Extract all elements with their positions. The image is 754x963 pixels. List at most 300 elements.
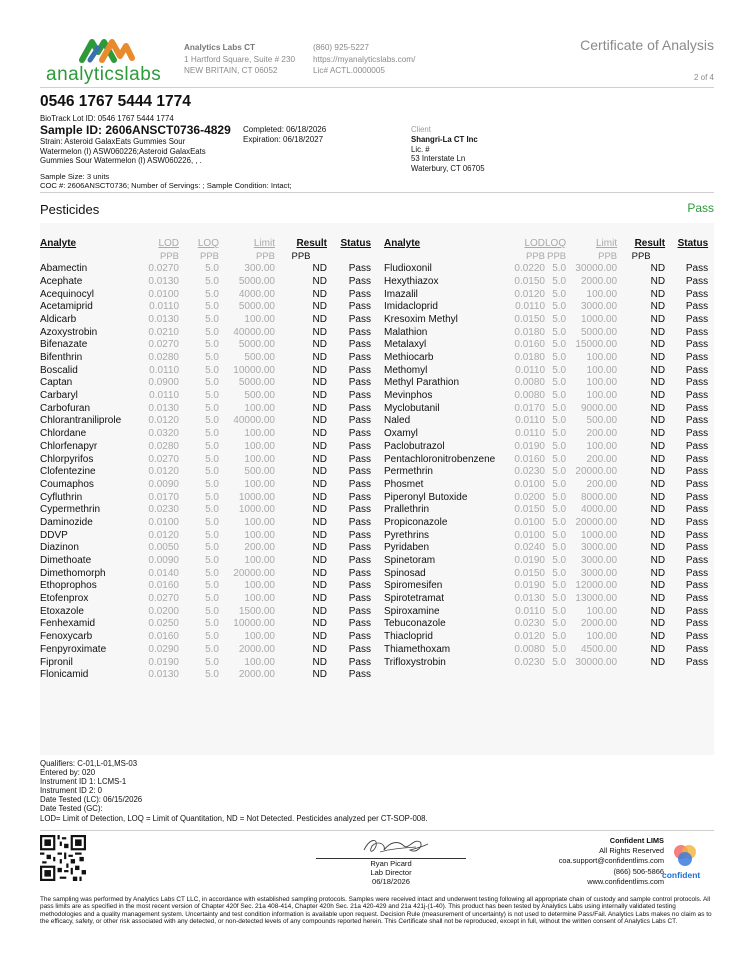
lod-cell: 0.0100: [514, 516, 545, 528]
lod-cell: 0.0170: [148, 491, 179, 503]
analyte-cell: Pyrethrins: [384, 529, 430, 541]
lod-cell: 0.0110: [149, 364, 179, 376]
limit-cell: 30000.00: [575, 656, 618, 668]
table-row: [40, 453, 371, 466]
table-row: [40, 262, 371, 275]
loq-cell: 5.0: [552, 618, 567, 630]
lod-header: LOD: [524, 237, 545, 249]
limit-cell: 5000.00: [238, 339, 275, 351]
limit-cell: 100.00: [244, 580, 275, 592]
client-address2: Waterbury, CT 06705: [411, 164, 485, 174]
limit-cell: 100.00: [244, 593, 275, 605]
analyte-cell: Pentachloronitrobenzene: [384, 453, 496, 465]
limit-cell: 300.00: [244, 263, 275, 275]
result-cell: ND: [312, 428, 327, 440]
limit-cell: 100.00: [244, 656, 275, 668]
result-cell: ND: [650, 580, 666, 592]
analyte-cell: Chlordane: [40, 428, 87, 440]
table-row: [40, 415, 371, 428]
unit-label: PPB: [199, 250, 219, 262]
analyte-cell: Spinosad: [384, 567, 426, 579]
lod-cell: 0.0160: [514, 453, 545, 465]
table-row: [40, 339, 371, 352]
result-cell: ND: [650, 631, 666, 643]
lod-cell: 0.0130: [514, 593, 545, 605]
status-cell: Pass: [685, 377, 709, 389]
result-cell: ND: [650, 415, 666, 427]
analyte-cell: Etofenprox: [40, 593, 89, 605]
loq-cell: 5.0: [552, 263, 567, 275]
lod-cell: 0.0190: [514, 580, 545, 592]
status-cell: Pass: [685, 415, 709, 427]
empty-cell: [327, 250, 371, 263]
analyte-cell: Paclobutrazol: [384, 440, 445, 452]
signer-name: Ryan Picard: [370, 859, 412, 868]
table-row: [40, 630, 371, 643]
analyte-cell: DDVP: [40, 529, 68, 541]
status-cell: Pass: [348, 339, 371, 351]
result-cell: ND: [650, 301, 666, 313]
loq-cell: 5.0: [552, 478, 567, 490]
limit-cell: 2000.00: [238, 669, 275, 681]
limit-cell: 500.00: [244, 352, 275, 364]
lod-cell: 0.0180: [514, 352, 545, 364]
status-cell: Pass: [348, 301, 371, 313]
limit-cell: 20000.00: [233, 567, 275, 579]
empty-cell: [384, 250, 508, 263]
table-row: [384, 389, 708, 402]
status-cell: Pass: [685, 402, 709, 414]
lod-cell: 0.0250: [148, 618, 179, 630]
result-cell: ND: [312, 580, 327, 592]
empty-cell: [665, 250, 708, 263]
loq-cell: 5.0: [205, 453, 219, 465]
limit-cell: 15000.00: [575, 339, 618, 351]
analyte-cell: Piperonyl Butoxide: [384, 491, 468, 503]
lod-cell: 0.0320: [148, 428, 179, 440]
limit-cell: 500.00: [586, 415, 618, 427]
loq-cell: 5.0: [205, 580, 219, 592]
analyte-cell: Bifenazate: [40, 339, 88, 351]
analyte-cell: Azoxystrobin: [40, 326, 98, 338]
loq-cell: 5.0: [552, 605, 567, 617]
result-cell: ND: [312, 377, 327, 389]
loq-cell: 5.0: [205, 618, 219, 630]
table-row: [384, 491, 708, 504]
table-row: [40, 478, 371, 491]
limit-cell: 13000.00: [575, 593, 618, 605]
result-cell: ND: [650, 364, 666, 376]
lod-cell: 0.0150: [514, 313, 545, 325]
lod-cell: 0.0090: [148, 478, 179, 490]
divider: [40, 830, 714, 831]
table-row: [40, 643, 371, 656]
limit-cell: 4500.00: [580, 643, 618, 655]
analyte-cell: Methomyl: [384, 364, 428, 376]
result-cell: ND: [650, 593, 666, 605]
sample-size: Sample Size: 3 units: [40, 172, 110, 181]
analyte-cell: Acetamiprid: [40, 301, 93, 313]
lims-email-link[interactable]: coa.support@confidentlims.com: [558, 856, 664, 866]
lod-cell: 0.0190: [148, 656, 179, 668]
loq-cell: 5.0: [205, 542, 219, 554]
analyte-cell: Carbofuran: [40, 402, 91, 414]
analyte-header: Analyte: [40, 237, 77, 249]
batch-id: 0546 1767 5444 1774: [40, 93, 191, 110]
loq-cell: 5.0: [205, 631, 219, 643]
loq-cell: 5.0: [552, 377, 567, 389]
status-cell: Pass: [348, 377, 371, 389]
result-cell: ND: [312, 516, 327, 528]
limit-cell: 100.00: [586, 631, 618, 643]
status-cell: Pass: [348, 605, 371, 617]
lod-cell: 0.0160: [148, 580, 179, 592]
table-row: [384, 453, 708, 466]
status-cell: Pass: [685, 491, 709, 503]
analyte-cell: Acequinocyl: [40, 288, 94, 300]
table-row: [40, 503, 371, 516]
loq-cell: 5.0: [552, 466, 567, 478]
units-row: [40, 250, 371, 263]
result-cell: ND: [312, 415, 327, 427]
table-row: [384, 339, 708, 352]
analyte-cell: Hexythiazox: [384, 275, 439, 287]
qr-code-icon[interactable]: [40, 835, 86, 881]
loq-cell: 5.0: [205, 656, 219, 668]
confident-logo-icon: [672, 842, 698, 868]
lod-cell: 0.0190: [514, 555, 545, 567]
limit-cell: 100.00: [586, 377, 618, 389]
loq-cell: 5.0: [205, 326, 219, 338]
status-cell: Pass: [348, 402, 371, 414]
loq-cell: 5.0: [552, 428, 567, 440]
lims-rights: All Rights Reserved: [599, 846, 664, 856]
status-cell: Pass: [348, 478, 371, 490]
footnotes: [40, 759, 428, 823]
status-cell: Pass: [348, 631, 371, 643]
status-cell: Pass: [348, 618, 371, 630]
analyte-cell: Dimethomorph: [40, 567, 106, 579]
status-cell: Pass: [685, 593, 709, 605]
limit-cell: 3000.00: [580, 555, 618, 567]
limit-cell: 100.00: [244, 555, 275, 567]
result-cell: ND: [312, 631, 327, 643]
table-row: [40, 288, 371, 301]
lod-cell: 0.0150: [514, 275, 545, 287]
result-cell: ND: [312, 339, 327, 351]
limit-cell: 1000.00: [580, 313, 618, 325]
result-cell: ND: [650, 352, 666, 364]
lod-cell: 0.0280: [148, 440, 179, 452]
table-row: [40, 275, 371, 288]
lod-cell: 0.0230: [514, 656, 545, 668]
table-row: [40, 542, 371, 555]
status-cell: Pass: [348, 516, 371, 528]
loq-header: LOQ: [545, 237, 567, 249]
loq-cell: 5.0: [205, 339, 219, 351]
limit-cell: 100.00: [586, 288, 618, 300]
loq-cell: 5.0: [552, 275, 567, 287]
status-cell: Pass: [348, 529, 371, 541]
result-cell: ND: [650, 478, 666, 490]
lims-website-link[interactable]: www.confidentlims.com: [587, 876, 664, 886]
status-cell: Pass: [348, 580, 371, 592]
result-cell: ND: [312, 326, 327, 338]
result-cell: ND: [650, 555, 666, 567]
result-cell: ND: [312, 453, 327, 465]
unit-label: PPB: [255, 250, 275, 262]
limit-cell: 100.00: [244, 402, 275, 414]
section-title: Pesticides: [40, 202, 100, 217]
client-license: Lic. #: [411, 144, 430, 154]
analyte-cell: Carbaryl: [40, 390, 78, 402]
loq-cell: 5.0: [552, 288, 567, 300]
status-cell: Pass: [348, 390, 371, 402]
table-row: [40, 605, 371, 618]
analyte-cell: Fipronil: [40, 656, 73, 668]
loq-cell: 5.0: [205, 364, 219, 376]
lab-address-line2: NEW BRITAIN, CT 06052: [184, 66, 278, 75]
result-cell: ND: [650, 288, 666, 300]
loq-cell: 5.0: [205, 504, 219, 516]
lod-cell: 0.0110: [149, 301, 179, 313]
result-cell: ND: [312, 301, 327, 313]
table-row: [384, 326, 708, 339]
limit-cell: 200.00: [586, 428, 618, 440]
footnote-line: Date Tested (LC): 06/15/2026: [40, 795, 143, 805]
limit-cell: 5000.00: [580, 326, 618, 338]
loq-cell: 5.0: [205, 478, 219, 490]
lod-cell: 0.0110: [515, 415, 545, 427]
status-cell: Pass: [685, 428, 709, 440]
limit-cell: 1500.00: [238, 605, 275, 617]
loq-cell: 5.0: [205, 402, 219, 414]
limit-cell: 100.00: [244, 313, 275, 325]
status-cell: Pass: [685, 263, 709, 275]
result-cell: ND: [312, 504, 327, 516]
status-cell: Pass: [348, 288, 371, 300]
analyte-cell: Myclobutanil: [384, 402, 440, 414]
lab-address-line1: 1 Hartford Square, Suite # 230: [184, 54, 296, 64]
lod-cell: 0.0230: [514, 466, 545, 478]
limit-cell: 20000.00: [575, 466, 618, 478]
limit-cell: 100.00: [586, 352, 618, 364]
result-cell: ND: [312, 313, 327, 325]
analyte-cell: Fenoxycarb: [40, 631, 93, 643]
result-cell: ND: [650, 567, 666, 579]
footnote-line: LOD= Limit of Detection, LOQ = Limit of Quantitation, ND = Not Detected. Pesticides analyzed per CT-SOP-008.: [40, 813, 428, 823]
analyte-cell: Imidacloprid: [384, 301, 438, 313]
table-row: [384, 415, 708, 428]
lims-name: Confident LIMS: [609, 836, 664, 845]
lod-cell: 0.0200: [148, 605, 179, 617]
status-cell: Pass: [348, 669, 371, 681]
result-cell: ND: [650, 377, 666, 389]
result-cell: ND: [650, 263, 666, 275]
table-row: [384, 554, 708, 567]
analyte-cell: Cyfluthrin: [40, 491, 83, 503]
lod-cell: 0.0270: [148, 263, 179, 275]
limit-cell: 3000.00: [580, 542, 618, 554]
status-cell: Pass: [685, 516, 709, 528]
signer-info: [316, 860, 466, 886]
loq-cell: 5.0: [552, 656, 567, 668]
status-cell: Pass: [348, 504, 371, 516]
limit-cell: 100.00: [244, 440, 275, 452]
page-number: 2 of 4: [693, 73, 714, 82]
result-cell: ND: [312, 656, 327, 668]
table-row: [40, 300, 371, 313]
status-cell: Pass: [685, 504, 709, 516]
result-cell: ND: [650, 390, 666, 402]
lod-cell: 0.0900: [148, 377, 179, 389]
lab-contact: [313, 42, 415, 77]
result-cell: ND: [312, 352, 327, 364]
result-cell: ND: [650, 491, 666, 503]
lod-cell: 0.0130: [148, 275, 179, 287]
loq-cell: 5.0: [552, 339, 567, 351]
loq-cell: 5.0: [205, 377, 219, 389]
limit-cell: 500.00: [244, 466, 275, 478]
logo-wordmark: analyticslabs: [46, 64, 162, 85]
limit-cell: 30000.00: [575, 263, 618, 275]
result-cell: ND: [312, 288, 327, 300]
lod-cell: 0.0130: [148, 313, 179, 325]
status-cell: Pass: [348, 263, 371, 275]
table-row: [384, 377, 708, 390]
lod-cell: 0.0200: [514, 491, 545, 503]
limit-cell: 1000.00: [238, 504, 275, 516]
limit-cell: 2000.00: [238, 643, 275, 655]
analyte-cell: Imazalil: [384, 288, 418, 300]
analyte-cell: Propiconazole: [384, 516, 448, 528]
table-row: [384, 262, 708, 275]
result-cell: ND: [650, 643, 666, 655]
analyte-cell: Permethrin: [384, 466, 433, 478]
table-row: [40, 389, 371, 402]
limit-cell: 100.00: [244, 631, 275, 643]
loq-cell: 5.0: [552, 542, 567, 554]
table-row: [384, 542, 708, 555]
status-cell: Pass: [685, 580, 709, 592]
result-cell: ND: [312, 364, 327, 376]
status-cell: Pass: [685, 352, 709, 364]
result-cell: ND: [312, 618, 327, 630]
biotrack-lot-id: BioTrack Lot ID: 0546 1767 5444 1774: [40, 114, 174, 123]
loq-cell: 5.0: [552, 402, 567, 414]
status-header: Status: [677, 237, 709, 249]
table-row: [40, 326, 371, 339]
table-row: [384, 580, 708, 593]
status-cell: Pass: [348, 593, 371, 605]
table-row: [384, 275, 708, 288]
lims-info: [559, 836, 664, 887]
result-cell: ND: [312, 529, 327, 541]
lod-cell: 0.0270: [148, 339, 179, 351]
strain-line: Gummies Sour Watermelon (I) ASW060226, , .: [40, 156, 202, 165]
table-row: [384, 630, 708, 643]
table-row: [40, 491, 371, 504]
analyte-cell: Fenpyroximate: [40, 643, 107, 655]
analyte-cell: Captan: [40, 377, 73, 389]
status-cell: Pass: [685, 656, 709, 668]
status-cell: Pass: [685, 529, 709, 541]
unit-label: PPB: [547, 250, 567, 262]
analyte-cell: Methiocarb: [384, 352, 434, 364]
loq-cell: 5.0: [552, 453, 567, 465]
status-cell: Pass: [348, 326, 371, 338]
lod-cell: 0.0110: [515, 428, 545, 440]
analyte-cell: Diazinon: [40, 542, 79, 554]
loq-cell: 5.0: [552, 313, 567, 325]
lab-website-link[interactable]: https://myanalyticslabs.com/: [313, 54, 416, 64]
lod-cell: 0.0080: [514, 390, 545, 402]
lod-cell: 0.0150: [514, 567, 545, 579]
status-cell: Pass: [685, 466, 709, 478]
table-row: [40, 668, 371, 681]
analyte-cell: Acephate: [40, 275, 83, 287]
footnote-line: Entered by: 020: [40, 768, 96, 778]
status-cell: Pass: [348, 352, 371, 364]
loq-cell: 5.0: [205, 263, 219, 275]
limit-cell: 4000.00: [580, 504, 618, 516]
limit-cell: 3000.00: [580, 301, 618, 313]
strain-line: Watermelon (I) ASW060226;Asteroid GalaxEats: [40, 146, 206, 156]
lod-cell: 0.0100: [148, 288, 179, 300]
status-cell: Pass: [685, 364, 709, 376]
signature-image: [360, 834, 430, 858]
analyte-cell: Chlorpyrifos: [40, 453, 94, 465]
lod-cell: 0.0120: [148, 415, 179, 427]
table-row: [40, 402, 371, 415]
divider: [40, 87, 714, 88]
lod-header: LOD: [158, 237, 179, 249]
loq-cell: 5.0: [552, 555, 567, 567]
lod-cell: 0.0100: [514, 529, 545, 541]
analyte-cell: Tebuconazole: [384, 618, 446, 630]
result-cell: ND: [312, 440, 327, 452]
signature-date: 06/18/2026: [371, 876, 410, 886]
table-row: [384, 656, 708, 669]
status-cell: Pass: [685, 643, 709, 655]
analyte-cell: Oxamyl: [384, 428, 418, 440]
status-cell: Pass: [348, 555, 371, 567]
analyte-cell: Phosmet: [384, 478, 424, 490]
loq-cell: 5.0: [205, 313, 219, 325]
loq-cell: 5.0: [552, 390, 567, 402]
result-header: Result: [296, 237, 327, 249]
analyte-cell: Spirotetramat: [384, 593, 445, 605]
loq-cell: 5.0: [552, 440, 567, 452]
lod-cell: 0.0050: [148, 542, 179, 554]
analyte-cell: Chlorantraniliprole: [40, 415, 122, 427]
result-cell: ND: [650, 428, 666, 440]
result-cell: ND: [650, 313, 666, 325]
footnote-line: Instrument ID 2: 0: [40, 786, 102, 796]
client-label: Client: [411, 125, 431, 134]
table-row: [384, 364, 708, 377]
limit-cell: 1000.00: [238, 491, 275, 503]
lod-cell: 0.0270: [148, 453, 179, 465]
loq-cell: 5.0: [552, 364, 567, 376]
table-row: [40, 516, 371, 529]
analyte-cell: Bifenthrin: [40, 352, 83, 364]
table-row: [384, 427, 708, 440]
analyte-cell: Aldicarb: [40, 313, 77, 325]
status-cell: Pass: [348, 453, 371, 465]
limit-cell: 4000.00: [238, 288, 275, 300]
status-cell: Pass: [348, 364, 371, 376]
